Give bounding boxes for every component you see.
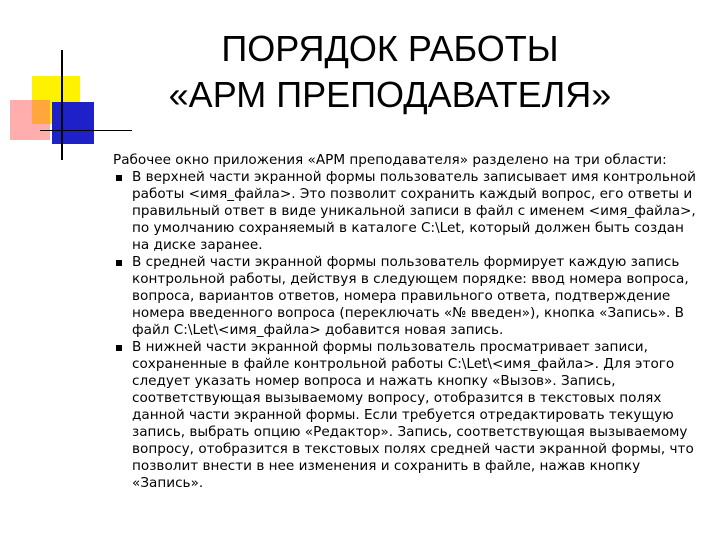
bullet-text: В верхней части экранной формы пользователь записывает имя контрольной работы <имя_файла>. Это позволит сохранить каждый вопрос, его ответы и правильный ответ в виде уникальной записи в файл с именем <имя_файла>, по умолчанию сохраняемый в каталоге C:\Let, который должен быть создан на диске заранее. xyxy=(132,169,696,253)
bullet-list xyxy=(113,169,703,492)
bullet-text: В нижней части экранной формы пользователь просматривает записи, сохраненные в файле контрольной работы C:\Let\<имя_файла>. Для этого следует указать номер вопроса и нажать кнопку «Вызов». Запись, соответствующая вызываемому вопросу, отобразится в текстовых полях данной части экранной формы. Если требуется отредактировать текущую запись, выбрать опцию «Редактор». Запись, соответствующая вызываемому вопросу, отобразится в текстовых полях средней части экранной формы, что позволит внести в нее изменения и сохранить в файле, нажав кнопку «Запись». xyxy=(132,339,694,491)
bullet-item-bottom-area xyxy=(113,339,703,492)
bullet-item-middle-area xyxy=(113,254,703,339)
bullet-item-top-area xyxy=(113,169,703,254)
slide-title xyxy=(120,26,660,118)
slide-body xyxy=(113,152,703,492)
decor-horizontal-line xyxy=(40,130,132,131)
decor-blue-square xyxy=(52,102,94,144)
slide-title-line2: «АРМ ПРЕПОДАВАТЕЛЯ» xyxy=(168,74,612,115)
bullet-square-icon xyxy=(116,345,122,351)
bullet-square-icon xyxy=(116,260,122,266)
bullet-square-icon xyxy=(116,175,122,181)
bullet-text: В средней части экранной формы пользователь формирует каждую запись контрольной работы, действуя в следующем порядке: ввод номера вопроса, вопроса, вариантов ответов, номера правильного ответа, подтверждение номера введенного вопроса (переключать «№ введен»), кнопка «Запись». В файл C:\Let\<имя_файла> добавится новая запись. xyxy=(132,254,689,338)
intro-text: Рабочее окно приложения «АРМ преподавателя» разделено на три области: xyxy=(113,152,667,168)
slide-title-line1: ПОРЯДОК РАБОТЫ xyxy=(221,28,559,69)
decor-vertical-line xyxy=(61,50,63,160)
decor-red-square xyxy=(10,100,50,140)
